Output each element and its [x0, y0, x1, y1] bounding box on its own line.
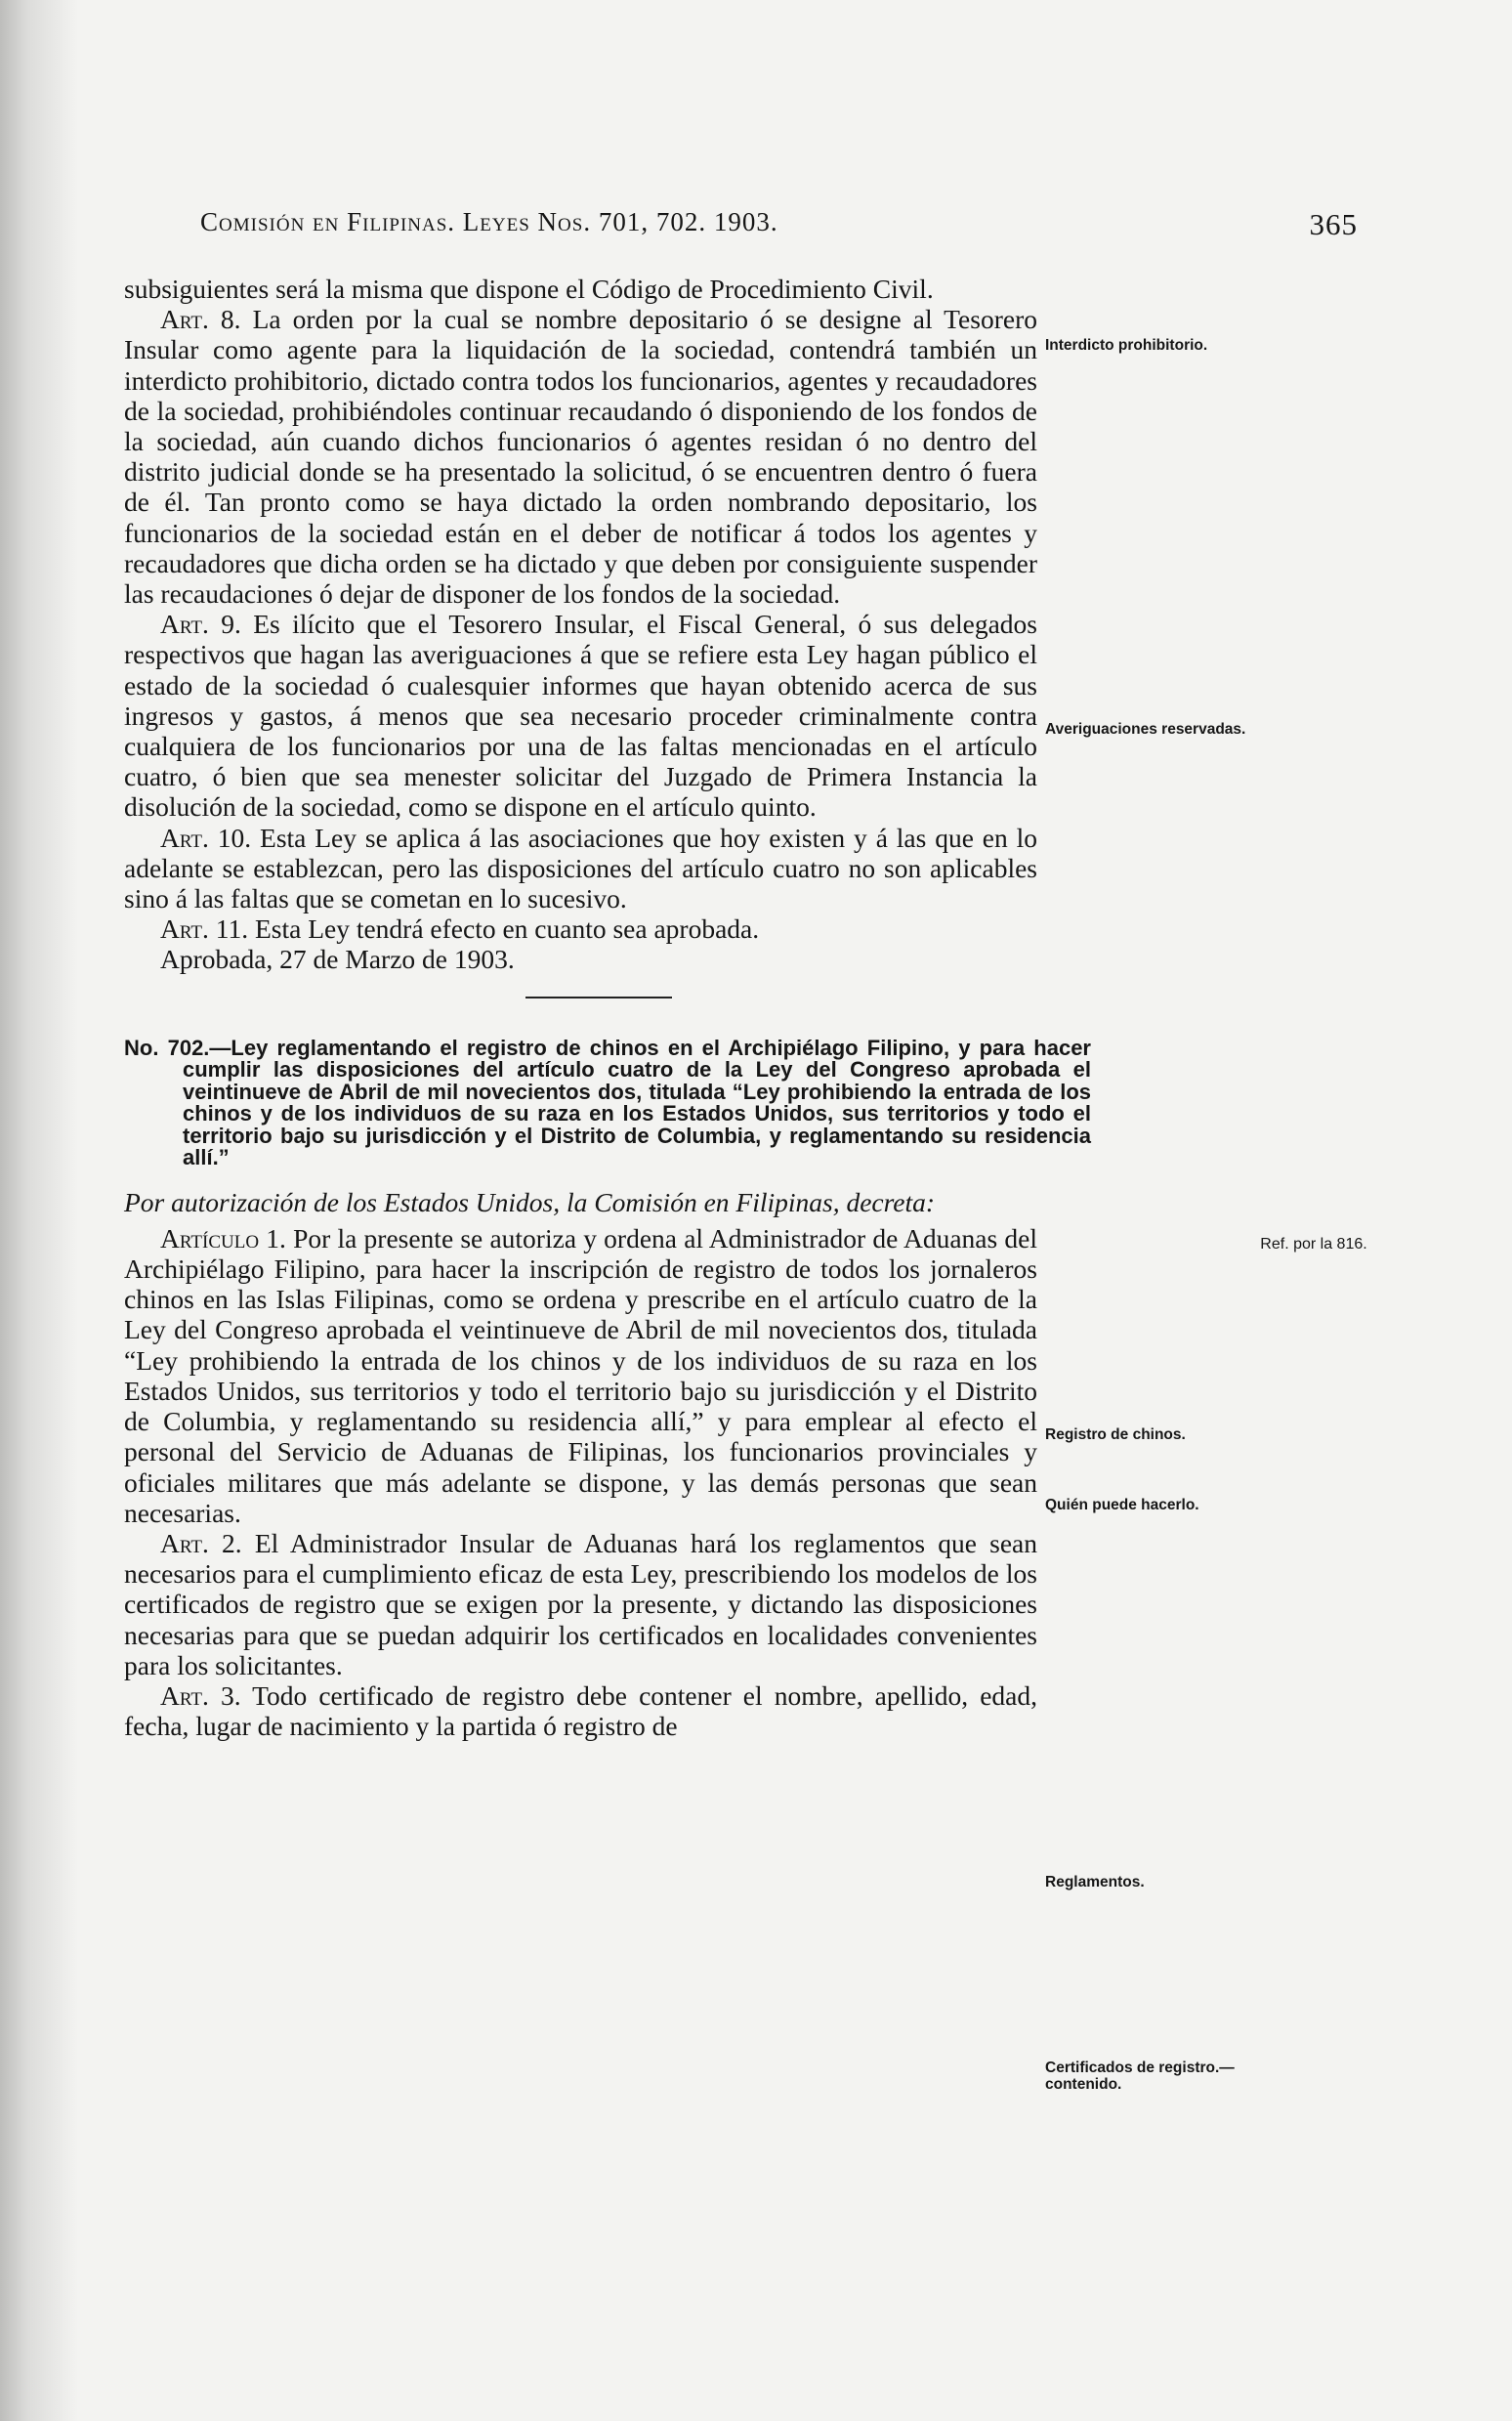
article-8: [124, 304, 1037, 609]
section-divider: [525, 997, 672, 998]
article-label: Art. 8.: [160, 304, 241, 335]
act-702-title: No. 702.—Ley reglamentando el registro de chinos en el Archipiélago Filipino, y para hacer cumplir las disposiciones del artículo cuatro de la Ley del Congreso aprobada el veintinueve de Abril de mil novecientos dos, titulada “Ley prohibiendo la entrada de los chinos y de los individuos de su raza en los Estados Unidos, sus territorios y todo el territorio bajo su jurisdicción y el Distrito de Columbia, y reglamentando su residencia allí.”: [124, 1035, 1091, 1170]
article-text: El Administrador Insular de Aduanas hará los reglamentos que sean necesarios para el cumplimiento eficaz de esta Ley, prescribiendo los modelos de los certificados de registro que se exigen por la presente, y dictando las disposiciones necesarias para que se puedan adquirir los certificados en localidades convenientes para los solicitantes.: [124, 1527, 1038, 1680]
running-title: Comisión en Filipinas. Leyes Nos. 701, 702. 1903.: [200, 207, 778, 236]
margin-note-registro: Registro de chinos.: [1045, 1426, 1186, 1443]
article-text: Todo certificado de registro debe contener el nombre, apellido, edad, fecha, lugar de nacimiento y la partida ó registro de: [124, 1679, 1037, 1742]
article-2: [124, 1528, 1037, 1680]
margin-note-quien: Quién puede hacerlo.: [1045, 1497, 1199, 1513]
article-label: Art. 10.: [160, 822, 252, 853]
article-label: Art. 9.: [160, 609, 241, 640]
scan-edge-shadow: [0, 0, 78, 2421]
article-label: Art. 2.: [160, 1527, 242, 1558]
article-3: [124, 1680, 1037, 1741]
article-11: [124, 913, 1037, 944]
article-text: Esta Ley tendrá efecto en cuanto sea aprobada.: [254, 913, 760, 945]
margin-note-reglamentos: Reglamentos.: [1045, 1874, 1145, 1890]
enacting-clause: Por autorización de los Estados Unidos, la Comisión en Filipinas, decreta:: [124, 1186, 936, 1217]
margin-note-ref: Ref. por la 816.: [1260, 1236, 1367, 1253]
article-text: Es ilícito que el Tesorero Insular, el Fiscal General, ó sus delegados respectivos que hagan las averiguaciones á que se refiere esta Ley hagan público el estado de la sociedad ó cualesquier informes que hayan obtenido acerca de sus ingresos y gastos, á menos que sea necesario proceder criminalmente contra cualquiera de los funcionarios por una de las faltas mencionadas en el artículo cuatro, ó bien que sea menester solicitar del Juzgado de Primera Instancia la disolución de la sociedad, como se dispone en el artículo quinto.: [124, 609, 1038, 823]
margin-note-averiguaciones: Averiguaciones reservadas.: [1045, 721, 1246, 738]
approval-date: Aprobada, 27 de Marzo de 1903.: [160, 944, 515, 975]
page-header: [200, 207, 1358, 246]
paragraph-continued: subsiguientes será la misma que dispone el Código de Procedimiento Civil.: [124, 274, 934, 304]
article-1: [124, 1223, 1037, 1528]
margin-note-certificados: Certificados de registro.—contenido.: [1045, 2060, 1235, 2093]
page-number: 365: [1309, 207, 1358, 241]
article-label: Artículo 1.: [160, 1222, 286, 1253]
margin-note-interdicto: Interdicto prohibitorio.: [1045, 337, 1208, 354]
article-label: Art. 3.: [160, 1679, 241, 1711]
main-text-column: [124, 274, 1091, 1742]
article-text: Esta Ley se aplica á las asociaciones que hoy existen y á las que en lo adelante se establezcan, pero las disposiciones del artículo cuatro no son aplicables sino á las faltas que se cometan en lo sucesivo.: [124, 822, 1038, 914]
article-9: [124, 609, 1037, 822]
article-text: La orden por la cual se nombre depositario ó se designe al Tesorero Insular como agente para la liquidación de la sociedad, contendrá también un interdicto prohibitorio, dictado contra todos los funcionarios, agentes y recaudadores de la sociedad, prohibiéndoles continuar recaudando ó disponiendo de los fondos de la sociedad, aún cuando dichos funcionarios ó agentes residan ó no dentro del distrito judicial donde se ha presentado la solicitud, ó se encuentren dentro ó fuera de él. Tan pronto como se haya dictado la orden nombrando depositario, los funcionarios de la sociedad están en el deber de notificar á todos los agentes y recaudadores que dicha orden se ha dictado y que deben por consiguiente suspender las recaudaciones ó dejar de disponer de los fondos de la sociedad.: [124, 304, 1037, 610]
article-text: Por la presente se autoriza y ordena al Administrador de Aduanas del Archipiélago Filipino, para hacer la inscripción de registro de todos los jornaleros chinos en las Islas Filipinas, como se ordena y prescribe en el artículo cuatro de la Ley del Congreso aprobada el veintinueve de Abril de mil novecientos dos, titulada “Ley prohibiendo la entrada de los chinos y de los individuos de su raza en los Estados Unidos, sus territorios y todo el territorio bajo su jurisdicción y el Distrito de Columbia, y reglamentando su residencia allí,” y para emplear al efecto el personal del Servicio de Aduanas de Filipinas, los funcionarios provinciales y oficiales militares que más adelante se dispone, y las demás personas que sean necesarias.: [124, 1222, 1037, 1528]
article-label: Art. 11.: [160, 913, 249, 945]
article-10: [124, 823, 1037, 914]
